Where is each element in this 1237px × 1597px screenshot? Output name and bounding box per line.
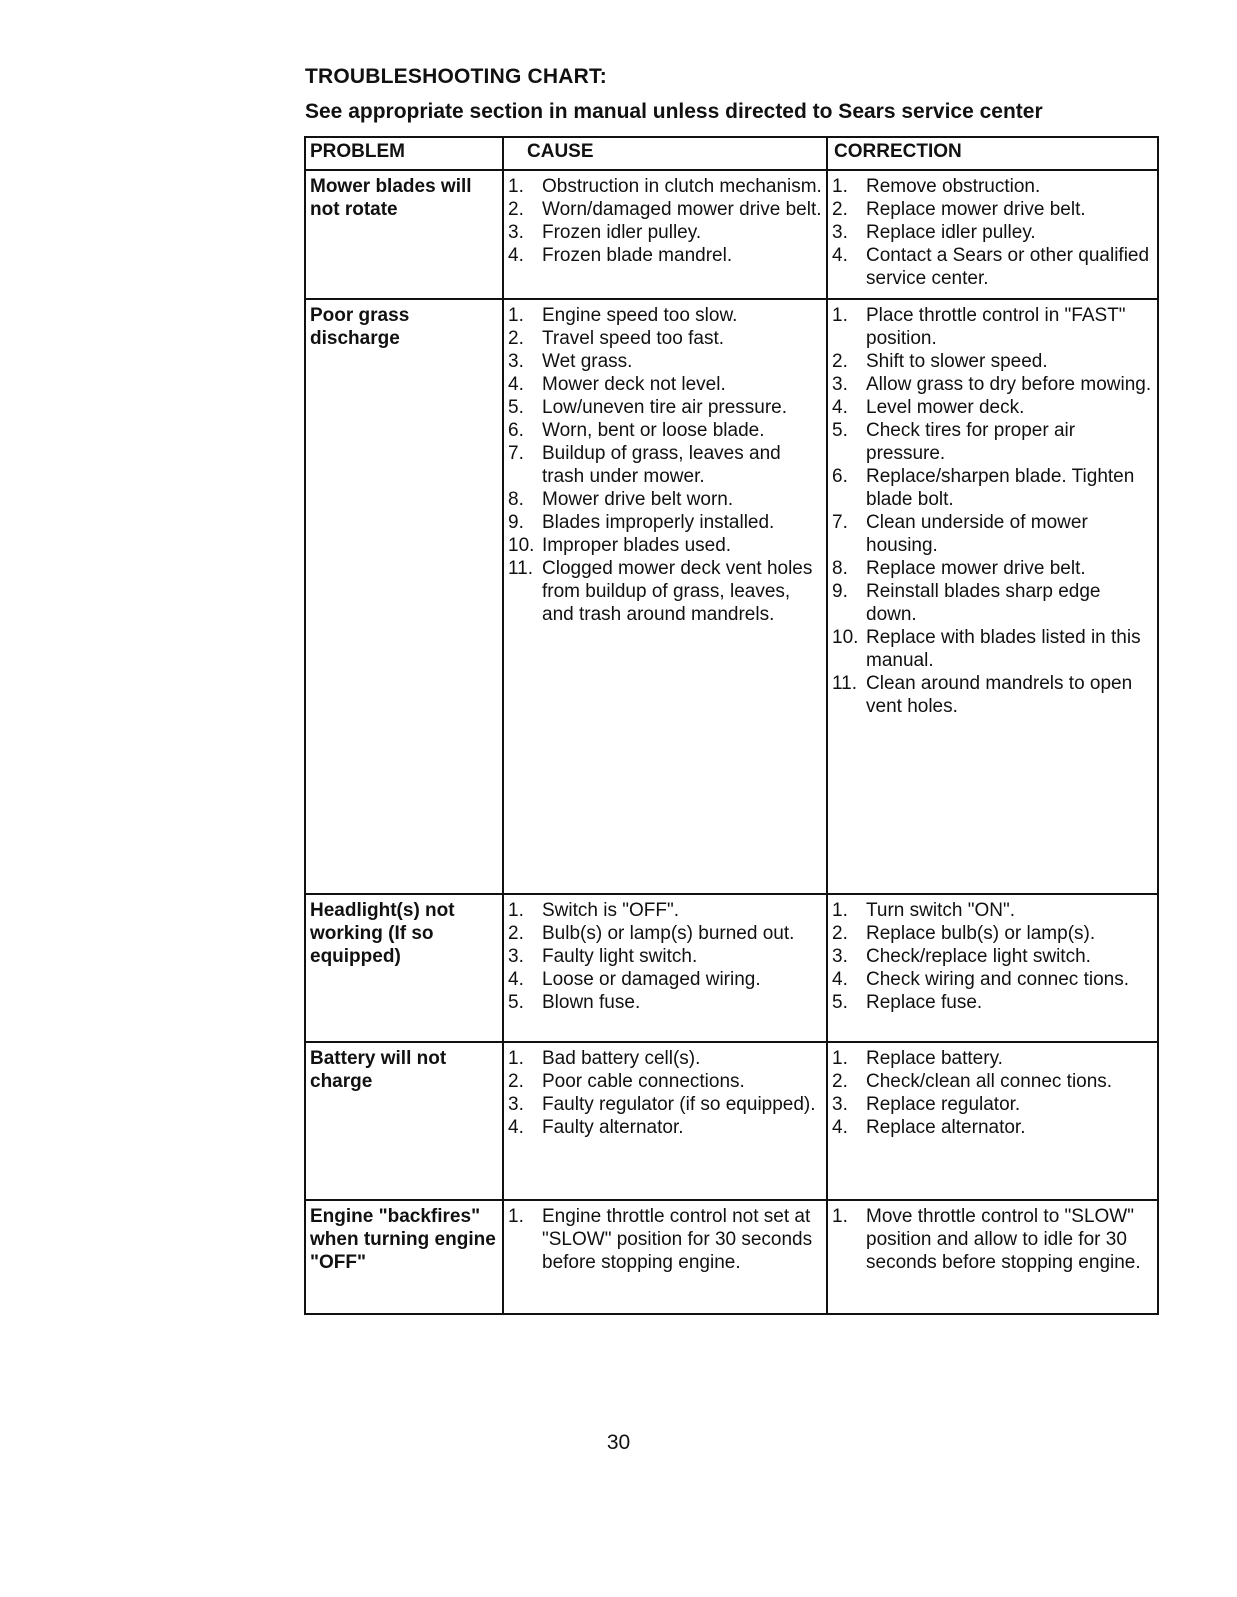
cause-item-number: 2. (508, 328, 524, 349)
correction-item-text: Check wiring and connec tions. (866, 969, 1129, 990)
correction-item (832, 626, 1155, 672)
cause-item (508, 488, 824, 511)
correction-item-text: Check tires for proper air pressure. (866, 420, 1076, 464)
correction-item-number: 3. (832, 946, 848, 967)
correction-item-number: 4. (832, 969, 848, 990)
cause-item (508, 968, 824, 991)
correction-item-text: Contact a Sears or other qualified service center. (866, 245, 1150, 289)
correction-item-text: Replace mower drive belt. (866, 558, 1086, 579)
correction-item (832, 350, 1155, 373)
correction-item-number: 3. (832, 222, 848, 243)
cause-item-number: 4. (508, 245, 524, 266)
cause-item-text: Improper blades used. (542, 535, 732, 556)
cause-item-number: 2. (508, 1071, 524, 1092)
cause-item-number: 3. (508, 1094, 524, 1115)
correction-item-text: Place throttle control in "FAST" position. (866, 305, 1126, 349)
correction-item-text: Replace fuse. (866, 992, 983, 1013)
correction-item (832, 304, 1155, 350)
correction-item-number: 2. (832, 199, 848, 220)
cause-item-text: Mower drive belt worn. (542, 489, 734, 510)
problem-cell: Headlight(s) not working (If so equipped) (305, 894, 503, 1042)
cause-item-number: 3. (508, 946, 524, 967)
correction-item-number: 1. (832, 1206, 848, 1227)
correction-item-number: 1. (832, 305, 848, 326)
correction-cell (827, 170, 1158, 299)
correction-item-text: Clean underside of mower housing. (866, 512, 1088, 556)
correction-item (832, 899, 1155, 922)
cause-item-text: Mower deck not level. (542, 374, 726, 395)
correction-item-text: Turn switch "ON". (866, 900, 1015, 921)
cause-item-text: Engine speed too slow. (542, 305, 738, 326)
correction-item-text: Check/replace light switch. (866, 946, 1091, 967)
cause-item-number: 1. (508, 1048, 524, 1069)
correction-item-text: Replace mower drive belt. (866, 199, 1086, 220)
cause-item (508, 419, 824, 442)
correction-item-text: Replace bulb(s) or lamp(s). (866, 923, 1096, 944)
cause-cell (503, 299, 827, 894)
correction-item-text: Replace regulator. (866, 1094, 1021, 1115)
cause-item (508, 991, 824, 1014)
cause-cell (503, 894, 827, 1042)
cause-item (508, 1205, 824, 1274)
problem-cell: Engine "backfires" when turning engine "OFF" (305, 1200, 503, 1314)
cause-item-text: Blades improperly installed. (542, 512, 775, 533)
correction-item-number: 8. (832, 558, 848, 579)
correction-item-number: 1. (832, 176, 848, 197)
correction-item-number: 1. (832, 1048, 848, 1069)
cause-item (508, 175, 824, 198)
correction-cell (827, 1042, 1158, 1200)
cause-item-number: 2. (508, 923, 524, 944)
table-header-row (305, 137, 1158, 170)
cause-item (508, 557, 824, 626)
correction-item-text: Check/clean all connec tions. (866, 1071, 1113, 1092)
cause-item-text: Poor cable connections. (542, 1071, 745, 1092)
cause-item-text: Bad battery cell(s). (542, 1048, 701, 1069)
correction-cell (827, 299, 1158, 894)
cause-item-number: 2. (508, 199, 524, 220)
correction-item-number: 5. (832, 420, 848, 441)
table-row (305, 1200, 1158, 1314)
correction-item (832, 198, 1155, 221)
cause-item-number: 8. (508, 489, 524, 510)
correction-item (832, 175, 1155, 198)
correction-item-number: 2. (832, 351, 848, 372)
cause-item (508, 922, 824, 945)
cause-item (508, 442, 824, 488)
cause-item-text: Travel speed too fast. (542, 328, 725, 349)
cause-item-number: 1. (508, 305, 524, 326)
cause-item-text: Frozen idler pulley. (542, 222, 702, 243)
cause-item-number: 4. (508, 1117, 524, 1138)
correction-item-text: Replace idler pulley. (866, 222, 1036, 243)
troubleshooting-table (304, 136, 1159, 1315)
correction-item-number: 7. (832, 512, 848, 533)
table-row (305, 1042, 1158, 1200)
page-number: 30 (606, 1431, 631, 1454)
correction-item (832, 465, 1155, 511)
cause-cell (503, 170, 827, 299)
cause-item-number: 3. (508, 222, 524, 243)
correction-item (832, 1093, 1155, 1116)
cause-item (508, 198, 824, 221)
cause-item-number: 5. (508, 992, 524, 1013)
table-body (305, 170, 1158, 1314)
correction-item-text: Shift to slower speed. (866, 351, 1048, 372)
cause-item-number: 5. (508, 397, 524, 418)
cause-item-number: 4. (508, 374, 524, 395)
correction-item (832, 244, 1155, 290)
cause-item (508, 244, 824, 267)
correction-item (832, 580, 1155, 626)
correction-item-text: Replace with blades listed in this manual. (866, 627, 1141, 671)
correction-item (832, 1047, 1155, 1070)
cause-item-number: 6. (508, 420, 524, 441)
cause-item (508, 1070, 824, 1093)
cause-item-text: Buildup of grass, leaves and trash under mower. (542, 443, 781, 487)
cause-item-number: 11. (508, 558, 534, 579)
cause-cell (503, 1042, 827, 1200)
correction-item (832, 221, 1155, 244)
cause-item (508, 511, 824, 534)
cause-item (508, 304, 824, 327)
correction-item-text: Replace alternator. (866, 1117, 1026, 1138)
cause-item-number: 9. (508, 512, 524, 533)
problem-cell: Mower blades will not rotate (305, 170, 503, 299)
correction-item (832, 396, 1155, 419)
correction-cell (827, 1200, 1158, 1314)
cause-item (508, 221, 824, 244)
cause-item-number: 10. (508, 535, 535, 556)
cause-item-text: Low/uneven tire air pressure. (542, 397, 788, 418)
correction-cell (827, 894, 1158, 1042)
correction-item-number: 4. (832, 397, 848, 418)
correction-item-text: Clean around mandrels to open vent holes. (866, 673, 1133, 717)
correction-item-number: 3. (832, 1094, 848, 1115)
cause-item-text: Switch is "OFF". (542, 900, 679, 921)
correction-item-number: 2. (832, 1071, 848, 1092)
cause-item-number: 4. (508, 969, 524, 990)
cause-item (508, 1047, 824, 1070)
header-problem: PROBLEM (305, 137, 503, 170)
correction-item (832, 557, 1155, 580)
header-cause: CAUSE (503, 137, 827, 170)
cause-cell (503, 1200, 827, 1314)
cause-item-number: 1. (508, 1206, 524, 1227)
cause-item (508, 396, 824, 419)
correction-item-number: 6. (832, 466, 848, 487)
cause-item (508, 327, 824, 350)
correction-item (832, 922, 1155, 945)
cause-item-text: Faulty regulator (if so equipped). (542, 1094, 816, 1115)
header-correction: CORRECTION (827, 137, 1158, 170)
correction-item-number: 2. (832, 923, 848, 944)
cause-item-text: Frozen blade mandrel. (542, 245, 733, 266)
page-subtitle: See appropriate section in manual unless directed to Sears service center (305, 100, 1043, 123)
cause-item (508, 899, 824, 922)
cause-item-text: Clogged mower deck vent holes from buildup of grass, leaves, and trash around mandrels. (542, 558, 813, 625)
table-row (305, 170, 1158, 299)
cause-item-number: 1. (508, 176, 524, 197)
correction-item-number: 5. (832, 992, 848, 1013)
correction-item (832, 511, 1155, 557)
table-row (305, 894, 1158, 1042)
correction-item-text: Move throttle control to "SLOW" position and allow to idle for 30 seconds before stopping engine. (866, 1206, 1141, 1273)
correction-item (832, 373, 1155, 396)
cause-item (508, 1116, 824, 1139)
correction-item-number: 10. (832, 627, 859, 648)
correction-item-text: Reinstall blades sharp edge down. (866, 581, 1101, 625)
problem-cell: Poor grass discharge (305, 299, 503, 894)
cause-item-number: 3. (508, 351, 524, 372)
correction-item-text: Level mower deck. (866, 397, 1025, 418)
correction-item-number: 11. (832, 673, 858, 694)
correction-item (832, 968, 1155, 991)
correction-item (832, 1205, 1155, 1274)
cause-item-text: Worn, bent or loose blade. (542, 420, 765, 441)
cause-item-number: 1. (508, 900, 524, 921)
cause-item (508, 534, 824, 557)
page-title: TROUBLESHOOTING CHART: (305, 65, 607, 88)
cause-item (508, 373, 824, 396)
cause-item-text: Obstruction in clutch mechanism. (542, 176, 822, 197)
correction-item-number: 4. (832, 1117, 848, 1138)
cause-item-text: Wet grass. (542, 351, 633, 372)
cause-item-text: Faulty alternator. (542, 1117, 684, 1138)
correction-item-number: 1. (832, 900, 848, 921)
correction-item (832, 945, 1155, 968)
cause-item-number: 7. (508, 443, 524, 464)
correction-item (832, 419, 1155, 465)
correction-item-number: 4. (832, 245, 848, 266)
correction-item-text: Remove obstruction. (866, 176, 1041, 197)
cause-item (508, 1093, 824, 1116)
correction-item-text: Replace battery. (866, 1048, 1003, 1069)
cause-item-text: Faulty light switch. (542, 946, 698, 967)
correction-item-number: 9. (832, 581, 848, 602)
cause-item-text: Loose or damaged wiring. (542, 969, 761, 990)
cause-item (508, 945, 824, 968)
cause-item-text: Worn/damaged mower drive belt. (542, 199, 822, 220)
correction-item (832, 672, 1155, 718)
table-row (305, 299, 1158, 894)
cause-item-text: Blown fuse. (542, 992, 641, 1013)
problem-cell: Battery will not charge (305, 1042, 503, 1200)
correction-item (832, 1116, 1155, 1139)
cause-item-text: Bulb(s) or lamp(s) burned out. (542, 923, 795, 944)
correction-item (832, 1070, 1155, 1093)
correction-item (832, 991, 1155, 1014)
correction-item-text: Replace/sharpen blade. Tighten blade bolt. (866, 466, 1135, 510)
correction-item-number: 3. (832, 374, 848, 395)
correction-item-text: Allow grass to dry before mowing. (866, 374, 1152, 395)
cause-item (508, 350, 824, 373)
cause-item-text: Engine throttle control not set at "SLOW" position for 30 seconds before stopping engine. (542, 1206, 813, 1273)
